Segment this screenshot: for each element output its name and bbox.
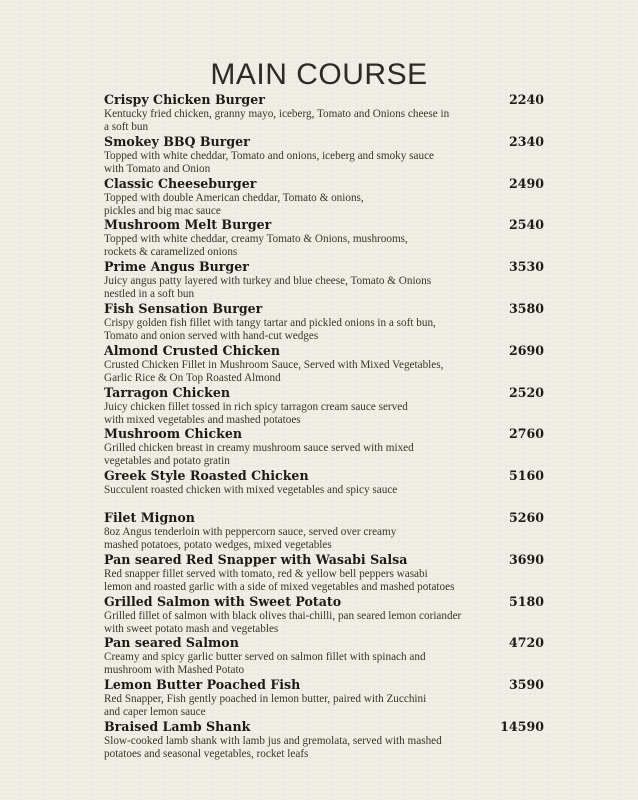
menu-item-name: Filet Mignon — [104, 509, 195, 525]
menu-item — [104, 635, 544, 677]
menu-item-name: Smokey BBQ Burger — [104, 133, 250, 149]
menu-item-description: Topped with white cheddar, creamy Tomato & Onions, mushrooms, rockets & caramelized onions — [104, 233, 408, 259]
menu-item-name: Classic Cheeseburger — [104, 175, 257, 191]
menu-item-description: Slow-cooked lamb shank with lamb jus and gremolata, served with mashed potatoes and seasonal vegetables, rocket leafs — [104, 734, 442, 760]
menu-item-price: 4720 — [508, 635, 544, 651]
menu-item-price: 2760 — [508, 426, 544, 442]
menu-item-description: Grilled chicken breast in creamy mushroom sauce served with mixed vegetables and potato gratin — [104, 442, 414, 468]
menu-item — [104, 176, 544, 218]
menu-item-name: Tarragon Chicken — [104, 384, 231, 400]
menu-item — [104, 677, 544, 719]
menu-item — [104, 134, 544, 176]
menu-item-description: Juicy chicken fillet tossed in rich spicy tarragon cream sauce served with mixed vegetables and mashed potatoes — [104, 400, 408, 426]
menu-item — [104, 510, 544, 552]
menu-item — [104, 594, 544, 636]
menu-item-description: Grilled fillet of salmon with black olives thai-chilli, pan seared lemon coriander with sweet potato mash and vegetables — [104, 609, 462, 635]
menu-item — [104, 217, 544, 259]
menu-item-name: Greek Style Roasted Chicken — [104, 468, 309, 484]
menu-item-description: Juicy angus patty layered with turkey and blue cheese, Tomato & Onions nestled in a soft bun — [104, 275, 432, 301]
menu-item-description: Topped with white cheddar, Tomato and onions, iceberg and smoky sauce with Tomato and Onion — [104, 149, 435, 175]
menu-item-name: Mushroom Melt Burger — [104, 217, 272, 233]
menu-item-price: 3690 — [508, 551, 544, 567]
menu-item — [104, 426, 544, 468]
menu-item — [104, 552, 544, 594]
menu-item-price: 5260 — [508, 509, 544, 525]
menu-item-price: 5180 — [508, 593, 544, 609]
menu-item-price: 3580 — [508, 300, 544, 316]
menu-item — [104, 468, 544, 510]
menu-item-price: 2240 — [508, 92, 544, 107]
menu-item-name: Fish Sensation Burger — [104, 300, 263, 316]
menu-item-price: 14590 — [500, 718, 544, 734]
menu-item — [104, 259, 544, 301]
menu-item-price: 3530 — [508, 259, 544, 275]
menu-item-price: 2490 — [508, 175, 544, 191]
page-title: MAIN COURSE — [210, 58, 428, 91]
menu-item-name: Lemon Butter Poached Fish — [104, 677, 301, 693]
menu-item-name: Braised Lamb Shank — [104, 718, 251, 734]
menu-item-description: Creamy and spicy garlic butter served on salmon fillet with spinach and mushroom with Mashed Potato — [104, 651, 426, 677]
menu-item — [104, 385, 544, 427]
menu-item-price: 5160 — [508, 468, 544, 484]
menu-item-price: 2520 — [508, 384, 544, 400]
menu-item-description: Topped with double American cheddar, Tomato & onions, pickles and big mac sauce — [104, 191, 364, 217]
menu-item-name: Prime Angus Burger — [104, 259, 249, 275]
menu-list — [104, 92, 544, 761]
menu-item — [104, 301, 544, 343]
menu-item-description: Red Snapper, Fish gently poached in lemon butter, paired with Zucchini and caper lemon sauce — [104, 693, 427, 719]
menu-item-description: Kentucky fried chicken, granny mayo, iceberg, Tomato and Onions cheese in a soft bun — [104, 108, 450, 133]
menu-item-description: 8oz Angus tenderloin with peppercorn sauce, served over creamy mashed potatoes, potato wedges, mixed vegetables — [104, 525, 397, 551]
menu-item-name: Pan seared Salmon — [104, 635, 239, 651]
menu-item-price: 2690 — [508, 342, 544, 358]
menu-item-description: Crusted Chicken Fillet in Mushroom Sauce, Served with Mixed Vegetables, Garlic Rice & On Top Roasted Almond — [104, 358, 444, 384]
menu-item-description: Red snapper fillet served with tomato, red & yellow bell peppers wasabi lemon and roasted garlic with a side of mixed vegetables and mashed potatoes — [104, 567, 455, 593]
menu-item-description: Crispy golden fish fillet with tangy tartar and pickled onions in a soft bun, Tomato and onion served with hand-cut wedges — [104, 316, 436, 342]
menu-item-name: Pan seared Red Snapper with Wasabi Salsa — [104, 551, 408, 567]
menu-item-price: 3590 — [508, 677, 544, 693]
menu-item-name: Almond Crusted Chicken — [104, 342, 281, 358]
menu-item — [104, 343, 544, 385]
menu-item — [104, 719, 544, 761]
menu-item — [104, 92, 544, 134]
menu-item-price: 2540 — [508, 217, 544, 233]
menu-item-price: 2340 — [508, 133, 544, 149]
menu-item-name: Crispy Chicken Burger — [104, 92, 265, 107]
menu-item-name: Mushroom Chicken — [104, 426, 243, 442]
menu-item-name: Grilled Salmon with Sweet Potato — [104, 593, 342, 609]
menu-item-description: Succulent roasted chicken with mixed vegetables and spicy sauce — [104, 484, 398, 497]
